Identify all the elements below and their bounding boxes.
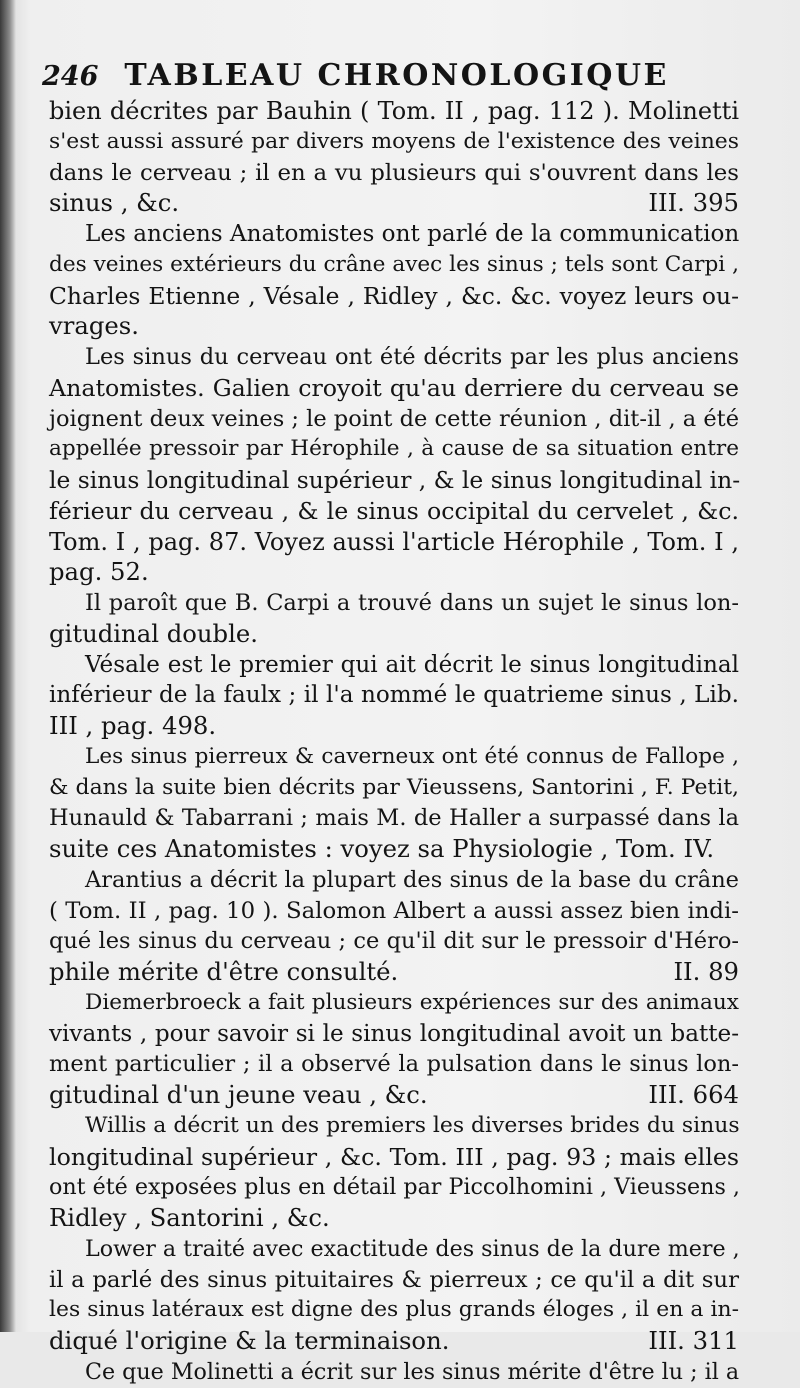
text-line (49, 1203, 739, 1234)
text-line (49, 434, 739, 465)
text-line (49, 158, 739, 189)
text-line (49, 742, 739, 773)
volume-page-reference: III. 311 (648, 1326, 739, 1355)
line-text: ( Tom. II , pag. 10 ). Salomon Albert a aussi assez bien indi- (49, 897, 739, 924)
text-line (49, 1111, 739, 1142)
text-line (49, 311, 739, 342)
text-line (49, 250, 739, 281)
running-head: TABLEAU CHRONOLOGIQUE (124, 58, 669, 93)
line-text: s'est aussi assuré par divers moyens de l'existence des veines (49, 128, 739, 154)
line-text: gitudinal double. (49, 618, 258, 648)
line-text: bien décrites par Bauhin ( Tom. II , pag. 112 ). Molinetti (49, 97, 739, 125)
line-text: longitudinal supérieur , &c. Tom. III , pag. 93 ; mais elles (49, 1142, 739, 1171)
line-text: vivants , pour savoir si le sinus longitudinal avoit un batte- (49, 1020, 739, 1047)
text-line (49, 803, 739, 834)
text-line (49, 1295, 739, 1326)
line-text: Les sinus pierreux & caverneux ont été connus de Fallope , (85, 743, 739, 769)
line-text: Vésale est le premier qui ait décrit le sinus longitudinal (85, 651, 739, 678)
text-line (49, 588, 739, 619)
text-line (49, 1265, 739, 1296)
line-text: Hunauld & Tabarrani ; mais M. de Haller a surpassé dans la (49, 805, 739, 832)
text-line (49, 219, 739, 250)
line-text: des veines extérieurs du crâne avec les sinus ; tels sont Carpi , (49, 251, 739, 277)
line-text: Lower a traité avec exactitude des sinus de la dure mere , (85, 1235, 740, 1262)
line-text: Charles Etienne , Vésale , Ridley , &c. &c. voyez leurs ou- (49, 281, 739, 310)
line-text: & dans la suite bien décrits par Vieussens, Santorini , F. Petit, (49, 774, 739, 800)
text-line (49, 1326, 739, 1357)
line-text: Il paroît que B. Carpi a trouvé dans un sujet le sinus lon- (85, 590, 739, 616)
text-line (49, 557, 739, 588)
text-line (49, 342, 739, 373)
line-text: Ce que Molinetti a écrit sur les sinus mérite d'être lu ; il a (85, 1358, 740, 1385)
line-text: sinus , &c. (49, 188, 180, 218)
line-text: Willis a décrit un des premiers les diverses brides du sinus (85, 1112, 740, 1138)
text-line (49, 957, 739, 988)
volume-page-reference: III. 395 (648, 188, 739, 218)
text-line (49, 373, 739, 404)
line-text: diqué l'origine & la terminaison. (49, 1326, 450, 1355)
line-text: qué les sinus du cerveau ; ce qu'il dit sur le pressoir d'Héro- (49, 928, 739, 955)
text-line (49, 680, 739, 711)
volume-page-reference: II. 89 (673, 957, 739, 986)
text-line (49, 1080, 739, 1111)
line-text: Ridley , Santorini , &c. (49, 1203, 330, 1232)
line-text: dans le cerveau ; il en a vu plusieurs qui s'ouvrent dans les (49, 159, 739, 186)
line-text: le sinus longitudinal supérieur , & le sinus longitudinal in- (49, 466, 741, 494)
text-line (49, 1172, 739, 1203)
line-text: ment particulier ; il a observé la pulsation dans le sinus lon- (49, 1051, 739, 1078)
line-text: phile mérite d'être consulté. (49, 957, 399, 986)
text-line (49, 1234, 739, 1265)
line-text: les sinus latéraux est digne des plus grands éloges , il en a in- (49, 1297, 739, 1323)
book-spine-shadow (0, 0, 16, 1332)
line-text: il a parlé des sinus pituitaires & pierreux ; ce qu'il a dit sur (49, 1266, 739, 1293)
text-line (49, 896, 739, 927)
text-line (49, 650, 739, 681)
body-text (49, 96, 739, 1388)
text-line (49, 865, 739, 896)
text-line (49, 96, 739, 127)
line-text: Anatomistes. Galien croyoit qu'au derriere du cerveau se (49, 373, 739, 402)
page-number: 246 (42, 61, 99, 92)
line-text: Les sinus du cerveau ont été décrits par les plus anciens (85, 344, 739, 370)
text-line (49, 834, 739, 865)
line-text: joignent deux veines ; le point de cette réunion , dit-il , a été (49, 405, 740, 432)
line-text: Les anciens Anatomistes ont parlé de la communication (85, 221, 740, 247)
text-line (49, 527, 739, 558)
text-line (49, 926, 739, 957)
line-text: suite ces Anatomistes : voyez sa Physiologie , Tom. IV. (49, 834, 715, 863)
text-line (49, 281, 739, 312)
line-text: pag. 52. (49, 557, 149, 587)
line-text: Tom. I , pag. 87. Voyez aussi l'article Hérophile , Tom. I , (49, 527, 739, 556)
line-text: ont été exposées plus en détail par Piccolhomini , Vieussens , (49, 1174, 740, 1201)
text-line (49, 619, 739, 650)
line-text: appellée pressoir par Hérophile , à cause de sa situation entre (49, 436, 739, 462)
line-text: Diemerbroeck a fait plusieurs expériences sur des animaux (85, 989, 739, 1015)
line-text: III , pag. 498. (49, 711, 217, 740)
text-line (49, 988, 739, 1019)
text-line (49, 1357, 739, 1388)
text-line (49, 496, 739, 527)
line-text: férieur du cerveau , & le sinus occipital du cervelet , &c. (49, 496, 739, 525)
line-text: inférieur de la faulx ; il l'a nommé le quatrieme sinus , Lib. (49, 682, 739, 709)
text-line (49, 188, 739, 219)
volume-page-reference: III. 664 (648, 1080, 739, 1109)
page-header (42, 58, 762, 93)
text-line (49, 465, 739, 496)
line-text: vrages. (49, 311, 139, 341)
text-line (49, 773, 739, 804)
text-line (49, 1142, 739, 1173)
text-line (49, 127, 739, 158)
text-line (49, 404, 739, 435)
line-text: Arantius a décrit la plupart des sinus de la base du crâne (85, 866, 739, 893)
line-text: gitudinal d'un jeune veau , &c. (49, 1080, 428, 1109)
text-line (49, 1019, 739, 1050)
text-line (49, 711, 739, 742)
text-line (49, 1049, 739, 1080)
